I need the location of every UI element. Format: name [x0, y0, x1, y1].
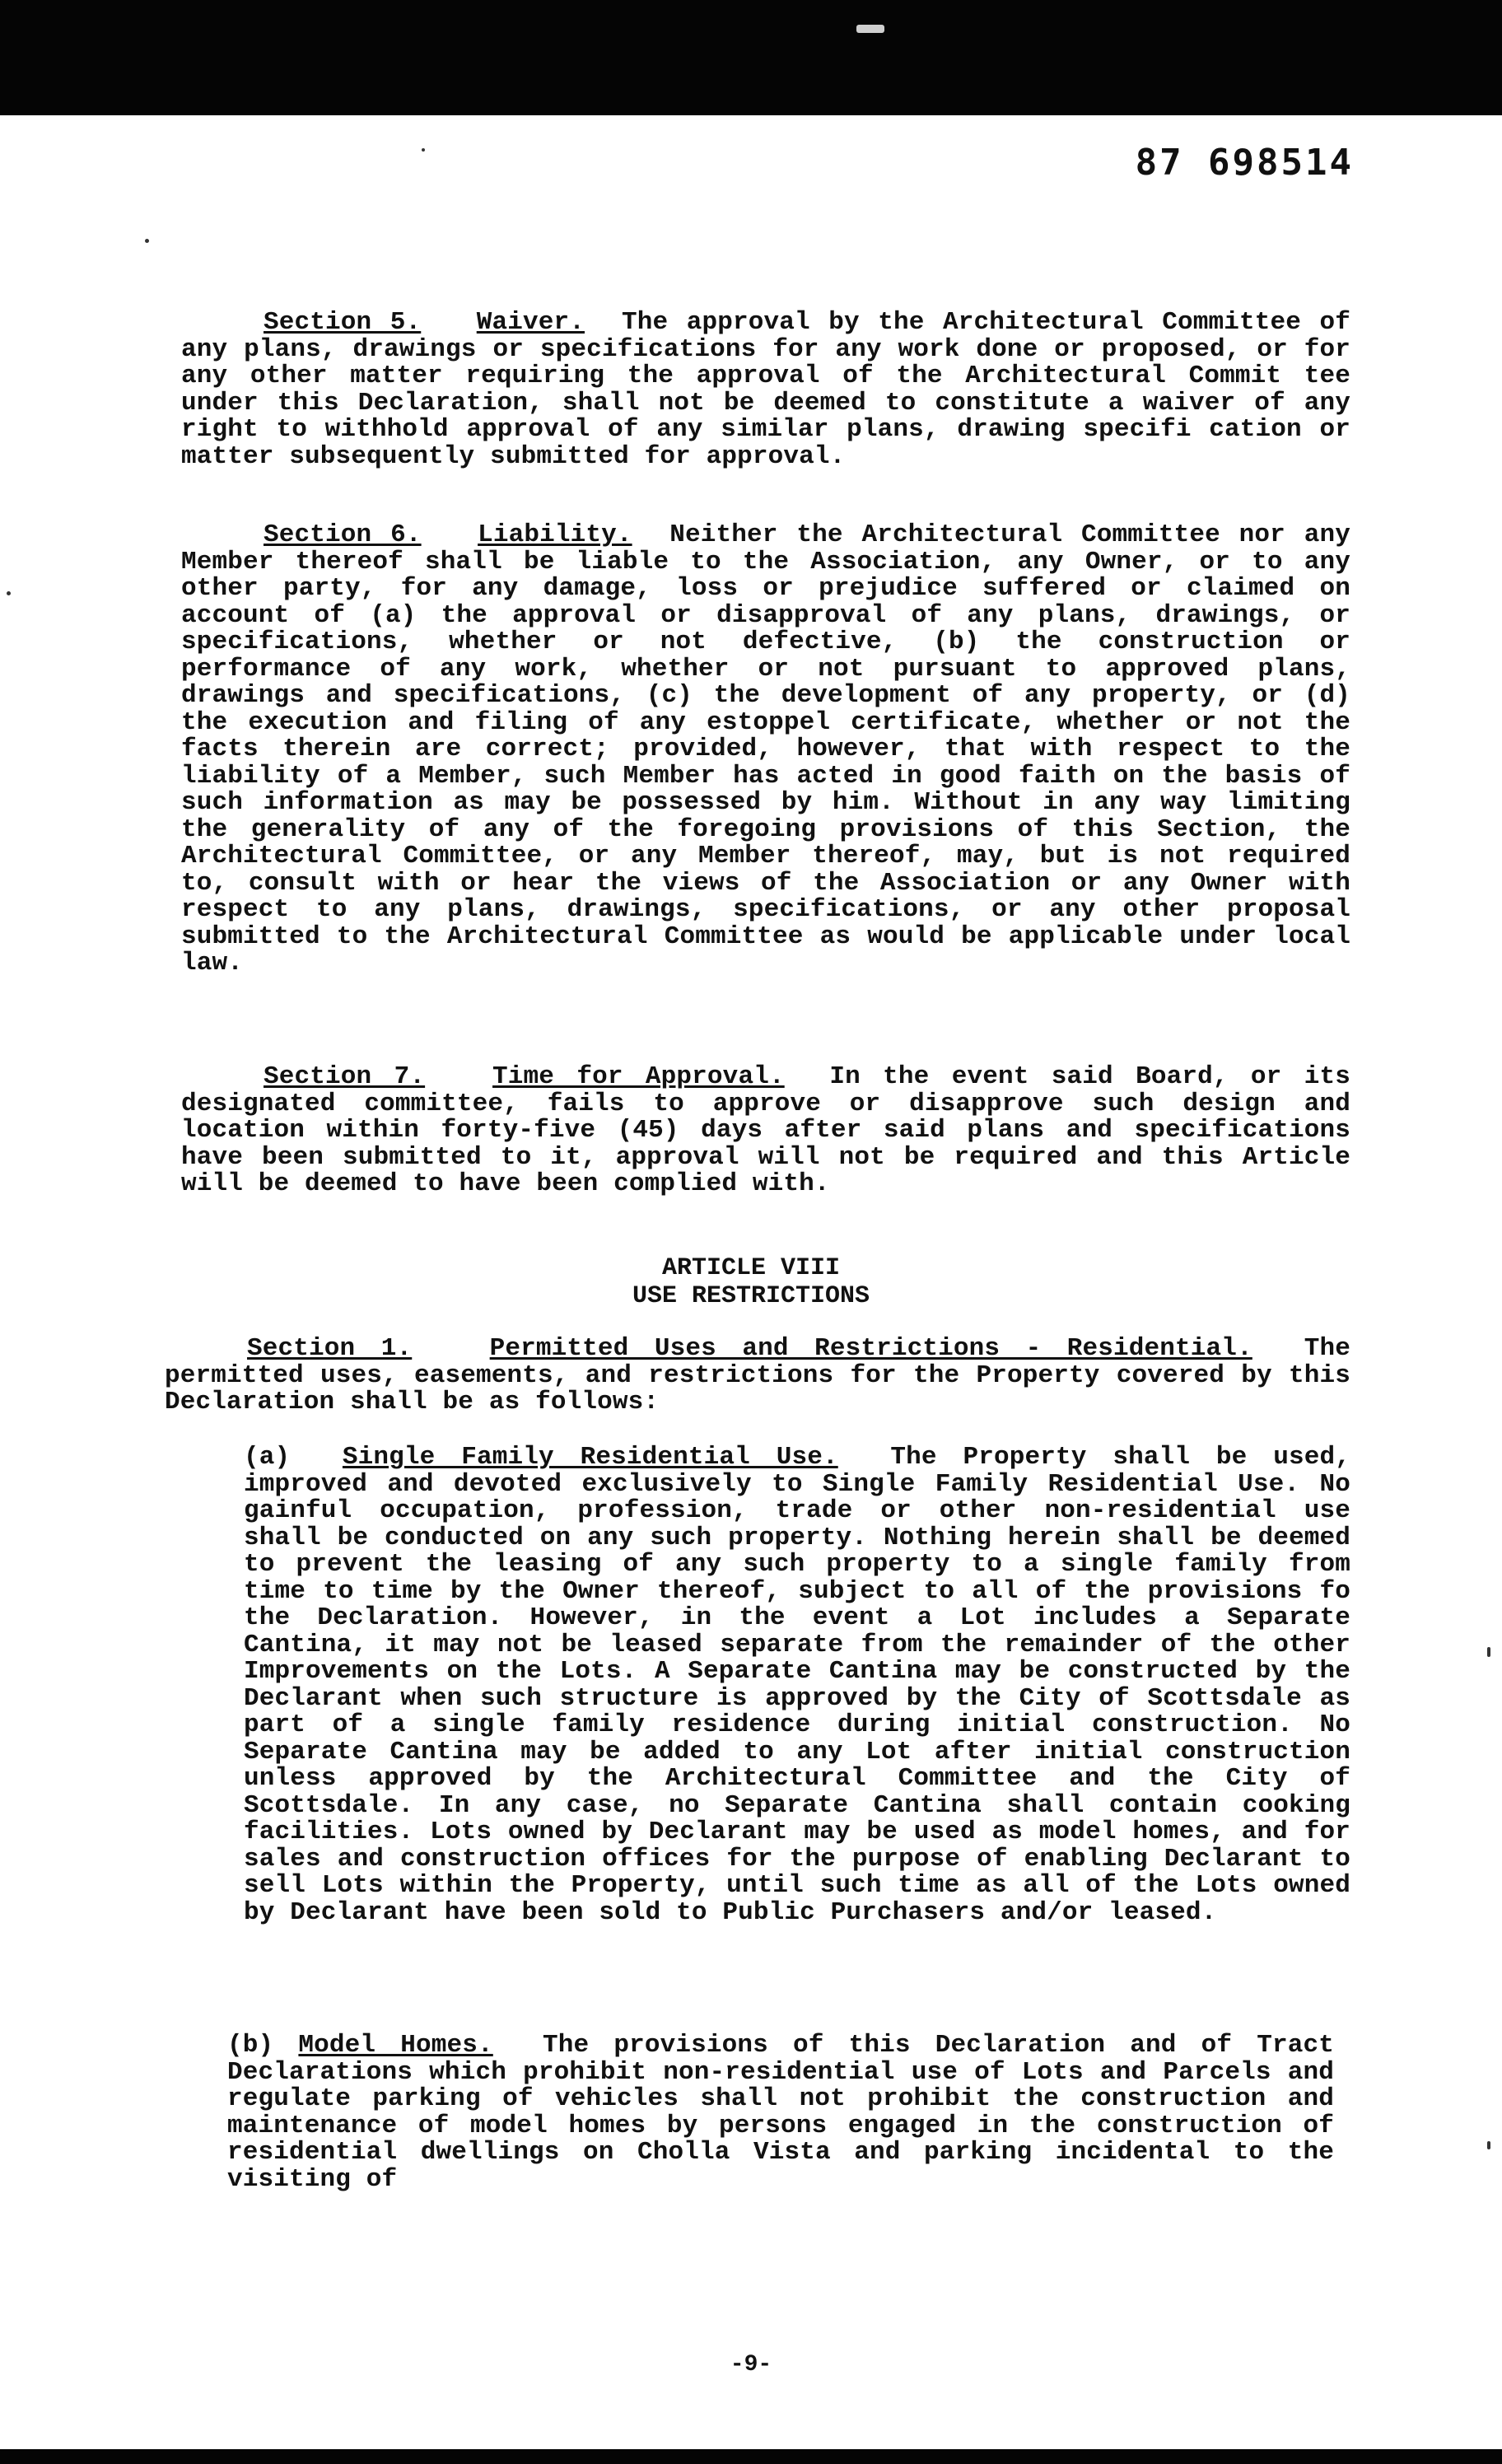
- article-section-1-body: The permitted uses, easements, and restrictions for the Property covered by this Declaration shall be as follows:: [165, 1334, 1351, 1416]
- article-section-1-label: Section 1.: [247, 1334, 413, 1363]
- subsection-a-title: Single Family Residential Use.: [342, 1443, 838, 1472]
- section-5-body: The approval by the Architectural Committee of any plans, drawings or specifications for any work done or proposed, or for any other matter requiring the approval of the Architectural Commit tee under this Declaration, shall not be deemed to constitute a waiver of any right to withhold approval of any similar plans, drawing specifi cation or matter subsequently submitted for approval.: [181, 308, 1350, 471]
- subsection-b-body: The provisions of this Declaration and of Tract Declarations which prohibit non-residential use of Lots and Parcels and regulate parking of vehicles shall not prohibit the construction and maintenance of model homes by persons engaged in the construction of residential dwellings on Cholla Vista and parking incidental to the visiting of: [227, 2031, 1334, 2194]
- section-7-paragraph: [181, 1064, 1350, 1198]
- section-6-paragraph: [181, 522, 1350, 978]
- scan-speck: [1487, 1647, 1490, 1657]
- subsection-b-title: Model Homes.: [298, 2031, 493, 2060]
- section-5-label: Section 5.: [264, 308, 422, 337]
- section-6-title: Liability.: [478, 520, 632, 549]
- subsection-a-paragraph: [244, 1444, 1350, 1926]
- page-number: -9-: [730, 2352, 772, 2378]
- section-7-body: In the event said Board, or its designated committee, fails to approve or disapprove such design and location within forty-five (45) days after said plans and specifications have been submitted to it, approval will not be required and this Article will be deemed to have been complied with.: [181, 1062, 1351, 1198]
- scan-speck: [1487, 2141, 1490, 2149]
- scan-speck: [422, 148, 425, 152]
- article-subheading: USE RESTRICTIONS: [632, 1282, 870, 1310]
- article-section-1-paragraph: [165, 1336, 1350, 1416]
- section-6-label: Section 6.: [264, 520, 422, 549]
- article-heading: ARTICLE VIII: [661, 1254, 841, 1282]
- subsection-a-body: The Property shall be used, improved and devoted exclusively to Single Family Residential Use. No gainful occupation, profession, trade or other non-residential use shall be conducted on any such property. Nothing herein shall be deemed to prevent the leasing of any such property to a single family from time to time by the Owner thereof, subject to all of the provisions fo the Declaration. However, in the event a Lot includes a Separate Cantina, it may not be leased separate from the remainder of the other Improvements on the Lots. A Separate Cantina may be constructed by the Declarant when such structure is approved by the City of Scottsdale as part of a single family residence during initial construction. No Separate Cantina may be added to any Lot after initial construction unless approved by the Architectural Committee and the City of Scottsdale. In any case, no Separate Cantina shall contain cooking facilities. Lots owned by Declarant may be used as model homes, and for sales and construction offices for the purpose of enabling Declarant to sell Lots within the Property, until such time as all of the Lots owned by Declarant have been sold to Public Purchasers and/or leased.: [244, 1443, 1351, 1927]
- scan-speck: [856, 25, 884, 33]
- subsection-b-paragraph: [227, 2032, 1334, 2193]
- scan-bottom-border: [0, 2449, 1502, 2464]
- section-7-label: Section 7.: [264, 1062, 426, 1091]
- section-6-body: Neither the Architectural Committee nor any Member thereof shall be liable to the Association, any Owner, or to any other party, for any damage, loss or prejudice suffered or claimed on account of (a) the approval or disapproval of any plans, drawings, or specifications, whether or not defective, (b) the construction or performance of any work, whether or not pursuant to approved plans, drawings and specifications, (c) the development of any property, or (d) the execution and filing of any estoppel certificate, whether or not the facts therein are correct; provided, however, that with respect to the liability of a Member, such Member has acted in good faith on the basis of such information as may be possessed by him. Without in any way limiting the generality of any of the foregoing provisions of this Section, the Architectural Committee, or any Member thereof, may, but is not required to, consult with or hear the views of the Association or any Owner with respect to any plans, drawings, specifications, or any other proposal submitted to the Architectural Committee as would be applicable under local law.: [181, 520, 1350, 978]
- article-section-1-title: Permitted Uses and Restrictions - Residential.: [489, 1334, 1252, 1363]
- document-number: 87 698514: [1135, 142, 1354, 184]
- scan-top-border: [0, 0, 1502, 115]
- subsection-b-marker: (b): [227, 2031, 274, 2060]
- scan-speck: [145, 239, 149, 243]
- section-5-title: Waiver.: [476, 308, 585, 337]
- scan-speck: [7, 591, 11, 595]
- subsection-a-marker: (a): [244, 1443, 291, 1472]
- section-7-title: Time for Approval.: [492, 1062, 785, 1091]
- section-5-paragraph: [181, 310, 1350, 470]
